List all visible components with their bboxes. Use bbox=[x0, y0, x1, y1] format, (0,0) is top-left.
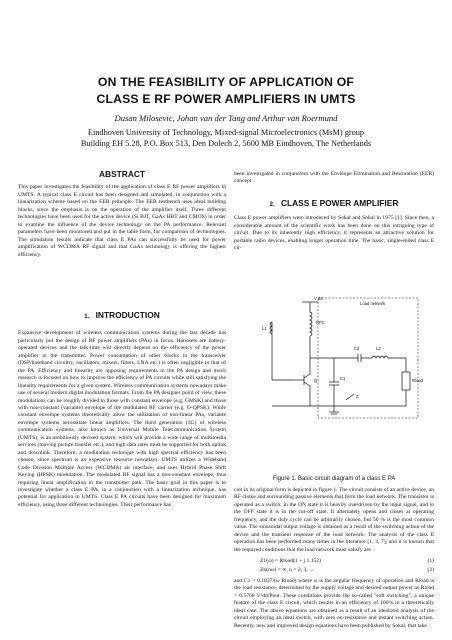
eer-continuation-text: been investigated in conjunction with the Envelope Elimination and Restoration (EER) concept. bbox=[234, 171, 434, 185]
label-z: Z bbox=[356, 394, 359, 399]
title-line-2: CLASS E RF POWER AMPLIFIERS IN UMTS bbox=[96, 92, 356, 106]
l2-inductor bbox=[372, 356, 388, 358]
label-l1: L1 bbox=[262, 326, 267, 331]
paper-title bbox=[0, 74, 452, 108]
introduction-heading-text: INTRODUCTION bbox=[95, 310, 160, 320]
affiliation bbox=[0, 128, 452, 149]
label-c1: C1 bbox=[340, 376, 346, 381]
transistor-emitter bbox=[304, 382, 310, 386]
equation-2-body: Zn(nω) = ∞, n = 2, 3, ... bbox=[260, 567, 314, 573]
figure-caption: Figure 1. Basic circuit diagram of a class E PA bbox=[272, 476, 396, 482]
label-vdd: V dd bbox=[314, 296, 323, 301]
abstract-section bbox=[18, 171, 226, 259]
label-load-network: Load network bbox=[360, 301, 386, 306]
section-2-heading-text: CLASS E POWER AMPLIFIER bbox=[280, 198, 399, 208]
conditions-text: and C1 = 0.1837/(ω Rload) where ω is the angular frequency of operation and Rload is the load resistance, determined by the supply voltage and desired output power as Rload = 0.5768 V²dd/Pout. These conditions provide the so-called "soft switching", a unique feature of the class E circuit, which results in an efficiency of 100% in a theoretically ideal case. The above equations are obtained as a result of an idealized analysis of the circuit employing an ideal switch, with zero on-resistance and instant switching action. Recently, new and improved design equations have been published by Sokal, that take bbox=[234, 578, 434, 629]
label-rfc: RFC bbox=[316, 320, 325, 325]
label-c2: C2 bbox=[354, 346, 360, 351]
section-2 bbox=[234, 200, 434, 253]
affiliation-line-2: Building EH 5.28, P.O. Box 513, Den Dolech 2, 5600 MB Eindhoven, The Netherlands bbox=[80, 138, 372, 148]
section-2-text: Class E power amplifiers were introduced by Sokal and Sokal in 1975 [1]. Since then, a considerable amount of the scientific work has been done on this intriguing type of circuit. Due to its inherently high efficiency, it represents an attractive solution for portable radio devices, enabling longer operation time. The basic, single-ended class E cir- bbox=[234, 215, 434, 252]
impedance-arrow bbox=[346, 394, 354, 400]
section-2-heading bbox=[234, 200, 434, 209]
label-rload: Rload bbox=[412, 378, 423, 383]
circuit-description bbox=[234, 487, 434, 554]
label-l2: L2 bbox=[376, 346, 381, 351]
equation-1 bbox=[260, 558, 434, 564]
equation-1-number: (1) bbox=[427, 558, 434, 564]
conditions-paragraph bbox=[234, 578, 434, 630]
label-q: Q bbox=[314, 378, 318, 383]
equation-2 bbox=[260, 567, 434, 573]
equation-1-body: Z1(ω) = Rload(1 + j 1.152) bbox=[260, 558, 321, 564]
section-2-heading-number: 2. bbox=[269, 202, 275, 208]
affiliation-line-1: Eindhoven University of Technology, Mixed-signal Microelectronics (MsM) group bbox=[87, 128, 365, 137]
abstract-text: This paper investigates the feasibility of the application of class E RF power amplifiers in UMTS. A typical class E circuit has been designed and simulated, in conjunction with a linearization scheme based on the EER principle. The EER testbench uses ideal building blocks, since the emphasis is on the operation of the amplifier itself. Three different technologies have been used for the active device (Si BJT, GaAs HBT and CMOS) in order to examine the influence of the device technology on the PA performance. Relevant parameters have been monitored and put in the table form, for comparison of technologies. The simulation results indicate that class E PAs can successfully be used for power amplification of WCDMA RF signal and that GaAs technology is offering the highest efficiency. bbox=[18, 184, 226, 258]
right-top-paragraph bbox=[234, 171, 434, 186]
introduction-text: Expansive development of wireless communication systems during the last decade has particularly put the design of RF power amplifiers (PAs) in focus. Handsets are battery-operated devices and the talk-time will directly depend on the efficiency of the power amplifier in the transmitter. Power consumption of other blocks in the transceiver (DSP/baseband circuitry, oscillators, mixers, filters, LNA etc.) is often negligible to that of the PA. Efficiency and linearity are opposing requirements in the PA design and much research is focused on how to improve the efficiency of PA circuits while still satisfying the linearity requirements for a given system. Wireless communication systems nowadays make use of several modern digital modulation formats. From the PA designer point of view, these modulations can be roughly divided to those with constant envelope (e.g. GMSK) and those with non-constant (variable) envelope of the modulated RF carrier (e.g. O-QPSK). While constant envelope systems theoretically allow the utilization of non-linear PAs, variable envelope systems necessitate linear amplifiers. The third generation (3G) of wireless communication systems, also known as Universal Mobile Telecommunication System (UMTS), is an ambitiously devised system, which will provide a wide range of multimedia services (moving picture transfer etc.), and high data rates must be supported for both uplink and downlink. Therefore, a modulation technique with high spectral efficiency has been chosen, since spectrum is an expensive resource nowadays. UMTS utilizes a Wideband Code Division Multiple Access (WCDMA) air interface, and uses Hybrid Phase Shift Keying (HPSK) modulation. The modulated RF signal has a non-constant envelope, thus requiring linear amplification in the transmitter path. The basic goal in this paper is to investigate whether a class E PA, in a conjunction with a linearization technique, has potential for application in UMTS. Class E PA circuits have been designed for maximum efficiency, using three different technologies. Their performance has bbox=[18, 330, 226, 508]
authors: Dusan Milosevic, Johan van der Tang and Arthur van Roermund bbox=[114, 113, 338, 123]
introduction-heading-number: 1. bbox=[84, 314, 90, 320]
title-line-1: ON THE FEASIBILITY OF APPLICATION OF bbox=[97, 75, 355, 89]
equation-2-number: (2) bbox=[427, 567, 434, 573]
rfc-inductor bbox=[310, 312, 312, 336]
circuit-description-text: cuit in its original form is depicted in figure 1. The circuit consists of an active device, an RF choke and surrounding passive elements that form the load network. The transistor is operated as a switch: in the ON state it is heavily overdriven by the input signal, and in the OFF state it is in the cut-off state. It alternately opens and closes at operating frequency, and the duty cycle can be arbitrarily chosen, but 50 % is the most common value. The sinusoidal output voltage is obtained as a result of the switching action of the device and the transient response of the load network. The analysis of the class E operation has been performed many times in the literature [1, 3, 7], and it is known that the required conditions that the load network must satisfy are bbox=[234, 487, 434, 553]
introduction-section bbox=[18, 312, 226, 509]
abstract-heading: ABSTRACT bbox=[98, 169, 146, 179]
transistor-collector bbox=[304, 374, 310, 378]
rload-resistor bbox=[402, 372, 410, 390]
class-e-circuit-diagram bbox=[234, 260, 434, 474]
introduction-heading bbox=[18, 312, 226, 321]
